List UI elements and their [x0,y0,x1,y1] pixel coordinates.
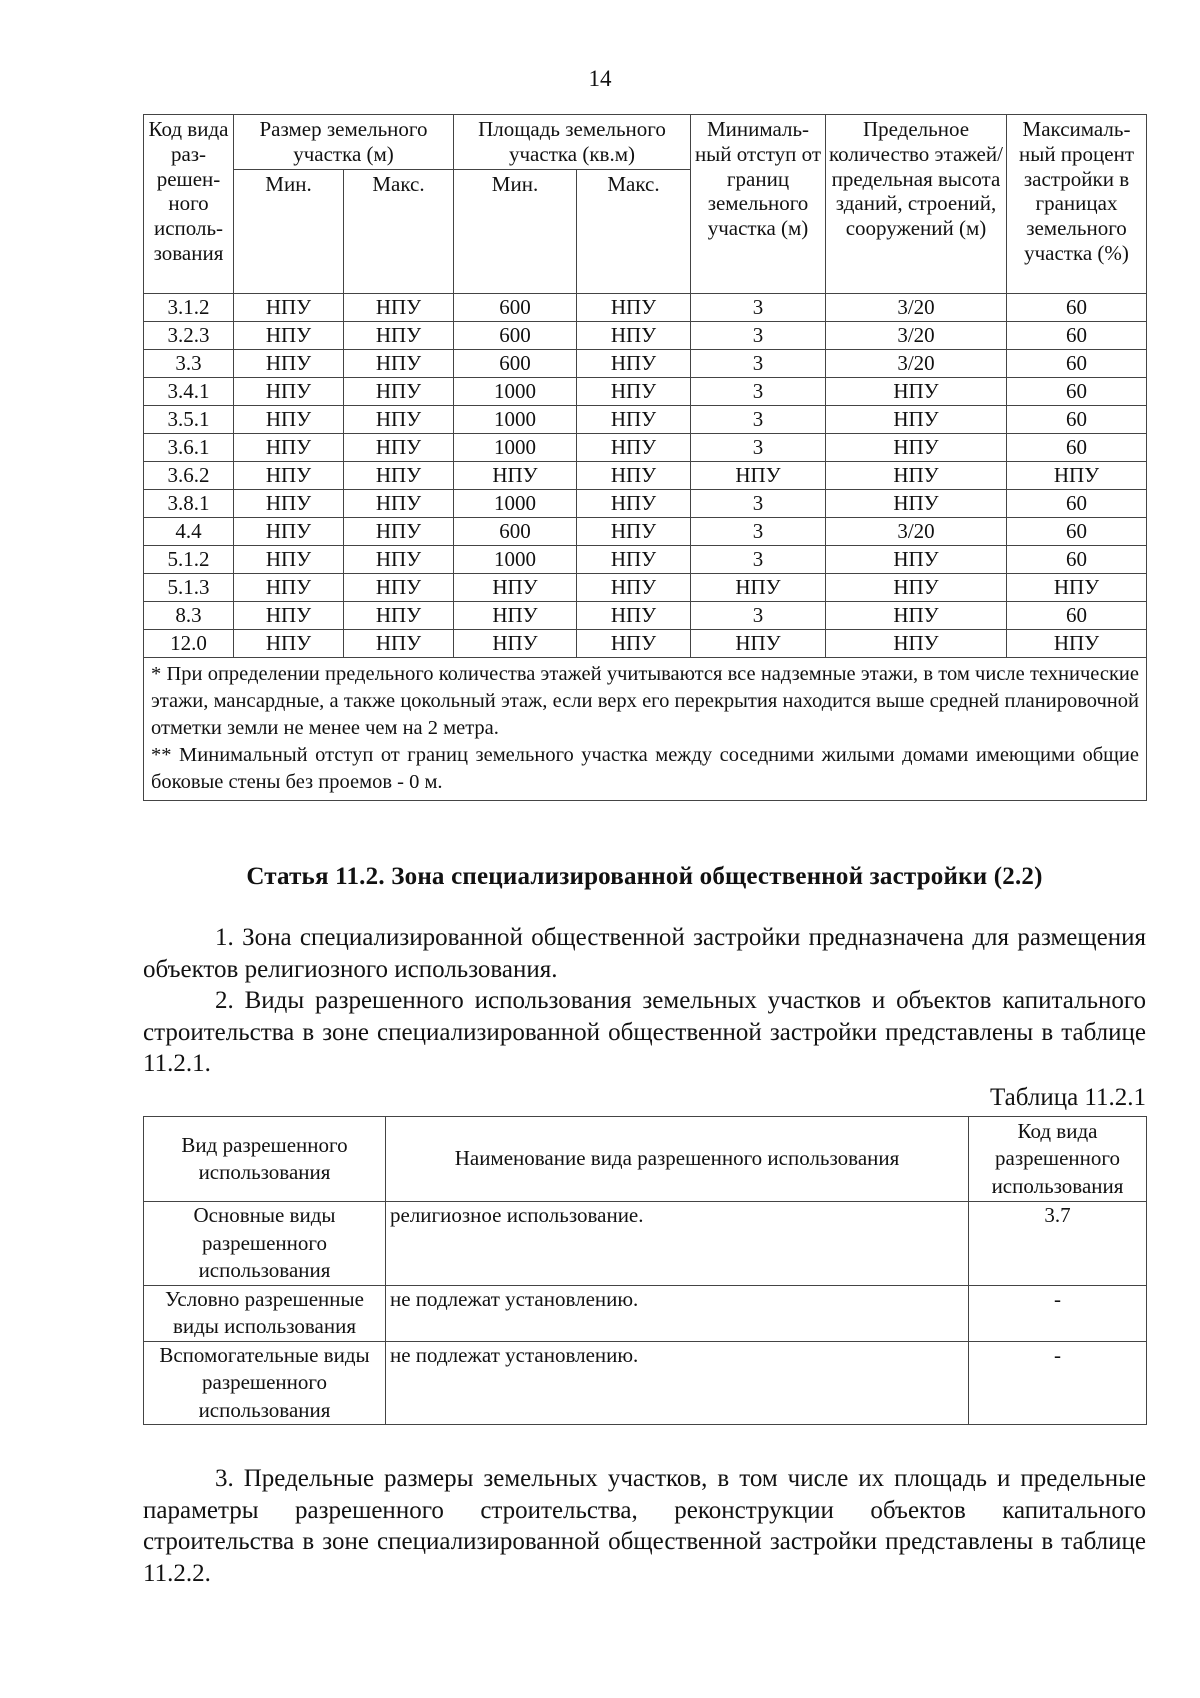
table-cell: НПУ [344,349,454,377]
table-cell: 3.6.1 [144,433,234,461]
table-cell: 3/20 [826,517,1007,545]
header-code: Код вида раз-решен-ного исполь-зования [144,115,234,294]
table-row [144,1202,1147,1286]
table-cell: НПУ [577,601,691,629]
table-cell: 3 [691,433,826,461]
note-floors: * При определении предельного количества этажей учитываются все надземные этажи, в том числе технические этажи, мансардные, а также цокольный этаж, если верх его перекрытия находится выше средней планировочной отметки земли не менее чем на 2 метра. [151,662,1139,739]
paragraph-1: 1. Зона специализированной общественной застройки предназначена для размещения объектов религиозного использования. [143,924,1146,983]
table-cell: НПУ [454,601,577,629]
header-name: Наименование вида разрешенного использования [386,1117,969,1202]
table-cell: НПУ [344,629,454,657]
table-cell: НПУ [826,405,1007,433]
table-cell: НПУ [577,321,691,349]
table-cell: НПУ [577,377,691,405]
table-cell: 3.8.1 [144,489,234,517]
parameters-table [143,114,1147,801]
table-cell: НПУ [691,461,826,489]
table-cell: 3 [691,601,826,629]
table-row [144,517,1147,545]
table-cell: НПУ [344,601,454,629]
table-cell: 60 [1007,433,1147,461]
table-cell: 12.0 [144,629,234,657]
table-cell: 600 [454,293,577,321]
table-cell: 8.3 [144,601,234,629]
table-row [144,489,1147,517]
table-cell: НПУ [344,293,454,321]
notes-row [144,657,1147,800]
table-cell: 3 [691,321,826,349]
table-cell: НПУ [344,461,454,489]
table-cell: НПУ [826,573,1007,601]
table-cell: 1000 [454,377,577,405]
table-row [144,405,1147,433]
header-area: Площадь земельного участка (кв.м) [454,115,691,170]
table-cell: 3 [691,349,826,377]
cell-name: религиозное использование. [386,1202,969,1286]
table-cell: 5.1.2 [144,545,234,573]
table-cell: НПУ [454,573,577,601]
table-row [144,545,1147,573]
table-row [144,349,1147,377]
table-cell: НПУ [234,377,344,405]
paragraph-2: 2. Виды разрешенного использования земельных участков и объектов капитального строительства в зоне специализированной общественной застройки представлены в таблице 11.2.1. [143,987,1146,1077]
table-cell: 60 [1007,545,1147,573]
header-area-max: Макс. [577,169,691,293]
table-cell: НПУ [577,573,691,601]
table-cell: НПУ [344,489,454,517]
table-cell: 3.2.3 [144,321,234,349]
table-cell: 600 [454,349,577,377]
table-cell: НПУ [454,629,577,657]
table-cell: НПУ [344,433,454,461]
table-cell: 600 [454,321,577,349]
header-code: Код вида разрешенного использования [969,1117,1147,1202]
table-cell: 60 [1007,349,1147,377]
table-cell: 3.6.2 [144,461,234,489]
header-coverage: Максималь-ный процент застройки в границах земельного участка (%) [1007,115,1147,294]
header-kind: Вид разрешенного использования [144,1117,386,1202]
table-cell: НПУ [826,377,1007,405]
table-cell: НПУ [234,489,344,517]
table-cell: НПУ [344,377,454,405]
table-cell: 600 [454,517,577,545]
table-cell: 60 [1007,405,1147,433]
table-cell: 60 [1007,377,1147,405]
cell-code: 3.7 [969,1202,1147,1286]
table-cell: 1000 [454,545,577,573]
land-use-table [143,1116,1147,1425]
table-row [144,321,1147,349]
table-cell: НПУ [691,629,826,657]
table-cell: 3.5.1 [144,405,234,433]
table-cell: 4.4 [144,517,234,545]
table-cell: НПУ [234,545,344,573]
table-cell: 3 [691,545,826,573]
table-row [144,629,1147,657]
table-header-row [144,115,1147,170]
table-cell: НПУ [826,461,1007,489]
table-cell: 3/20 [826,321,1007,349]
table-cell: 60 [1007,517,1147,545]
table-cell: НПУ [234,461,344,489]
header-area-min: Мин. [454,169,577,293]
table-cell: НПУ [1007,461,1147,489]
article-heading: Статья 11.2. Зона специализированной общественной застройки (2.2) [246,863,1043,890]
table-cell: НПУ [577,461,691,489]
table-cell: 1000 [454,433,577,461]
table-cell: НПУ [826,433,1007,461]
table-header-row [144,1117,1147,1202]
table-cell: НПУ [234,573,344,601]
table-cell: 60 [1007,293,1147,321]
table-row [144,601,1147,629]
table-cell: 3/20 [826,349,1007,377]
table-caption: Таблица 11.2.1 [990,1084,1146,1111]
table-cell: 3 [691,377,826,405]
table-cell: НПУ [234,293,344,321]
cell-name: не подлежат установлению. [386,1341,969,1425]
cell-code: - [969,1285,1147,1341]
table-cell: НПУ [577,629,691,657]
cell-kind: Основные виды разрешенного использования [144,1202,386,1286]
table-row [144,1285,1147,1341]
header-size-min: Мин. [234,169,344,293]
table-cell: 1000 [454,489,577,517]
table-cell: НПУ [577,293,691,321]
table-cell: НПУ [344,405,454,433]
table-row [144,1341,1147,1425]
header-size: Размер земельного участка (м) [234,115,454,170]
table-cell: НПУ [344,321,454,349]
table-cell: НПУ [826,489,1007,517]
table-row [144,293,1147,321]
table-cell: 3 [691,293,826,321]
table-cell: НПУ [1007,629,1147,657]
table-cell: НПУ [234,517,344,545]
table-cell: НПУ [826,601,1007,629]
table-cell: 3 [691,489,826,517]
table-cell: НПУ [826,545,1007,573]
paragraph-3: 3. Предельные размеры земельных участков, в том числе их площадь и предельные параметры разрешенного строительства, реконструкции объектов капитального строительства в зоне специализированной общественной застройки представлены в таблице 11.2.2. [143,1465,1146,1587]
table-cell: НПУ [344,545,454,573]
page-number: 14 [588,66,612,91]
table-cell: НПУ [344,517,454,545]
table-cell: НПУ [234,321,344,349]
table-row [144,377,1147,405]
table-cell: НПУ [454,461,577,489]
table-cell: НПУ [234,433,344,461]
header-floors: Предельное количество этажей/ предельная высота зданий, строений, сооружений (м) [826,115,1007,294]
table-cell: НПУ [577,433,691,461]
header-setback: Минималь-ный отступ от границ земельного участка (м) [691,115,826,294]
table-cell: НПУ [577,349,691,377]
note-setback: ** Минимальный отступ от границ земельного участка между соседними жилыми домами имеющими общие боковые стены без проемов - 0 м. [151,743,1139,793]
table-cell: НПУ [234,405,344,433]
table-cell: 3.4.1 [144,377,234,405]
table-cell: 3 [691,517,826,545]
table-cell: НПУ [1007,573,1147,601]
table-row [144,461,1147,489]
header-size-max: Макс. [344,169,454,293]
cell-code: - [969,1341,1147,1425]
table-cell: 3/20 [826,293,1007,321]
table-cell: 60 [1007,321,1147,349]
table-cell: НПУ [234,349,344,377]
table-cell: НПУ [577,517,691,545]
table-cell: НПУ [577,405,691,433]
table-cell: 3.3 [144,349,234,377]
table-cell: НПУ [234,629,344,657]
table-cell: 1000 [454,405,577,433]
table-cell: НПУ [691,573,826,601]
table-row [144,433,1147,461]
cell-name: не подлежат установлению. [386,1285,969,1341]
cell-kind: Условно разрешенные виды использования [144,1285,386,1341]
table-cell: 5.1.3 [144,573,234,601]
table-cell: НПУ [577,545,691,573]
cell-kind: Вспомогательные виды разрешенного использования [144,1341,386,1425]
table-cell: 60 [1007,489,1147,517]
table-cell: НПУ [577,489,691,517]
table-cell: 3 [691,405,826,433]
table-cell: 60 [1007,601,1147,629]
table-cell: НПУ [826,629,1007,657]
table-cell: НПУ [344,573,454,601]
table-cell: 3.1.2 [144,293,234,321]
table-row [144,573,1147,601]
table-cell: НПУ [234,601,344,629]
